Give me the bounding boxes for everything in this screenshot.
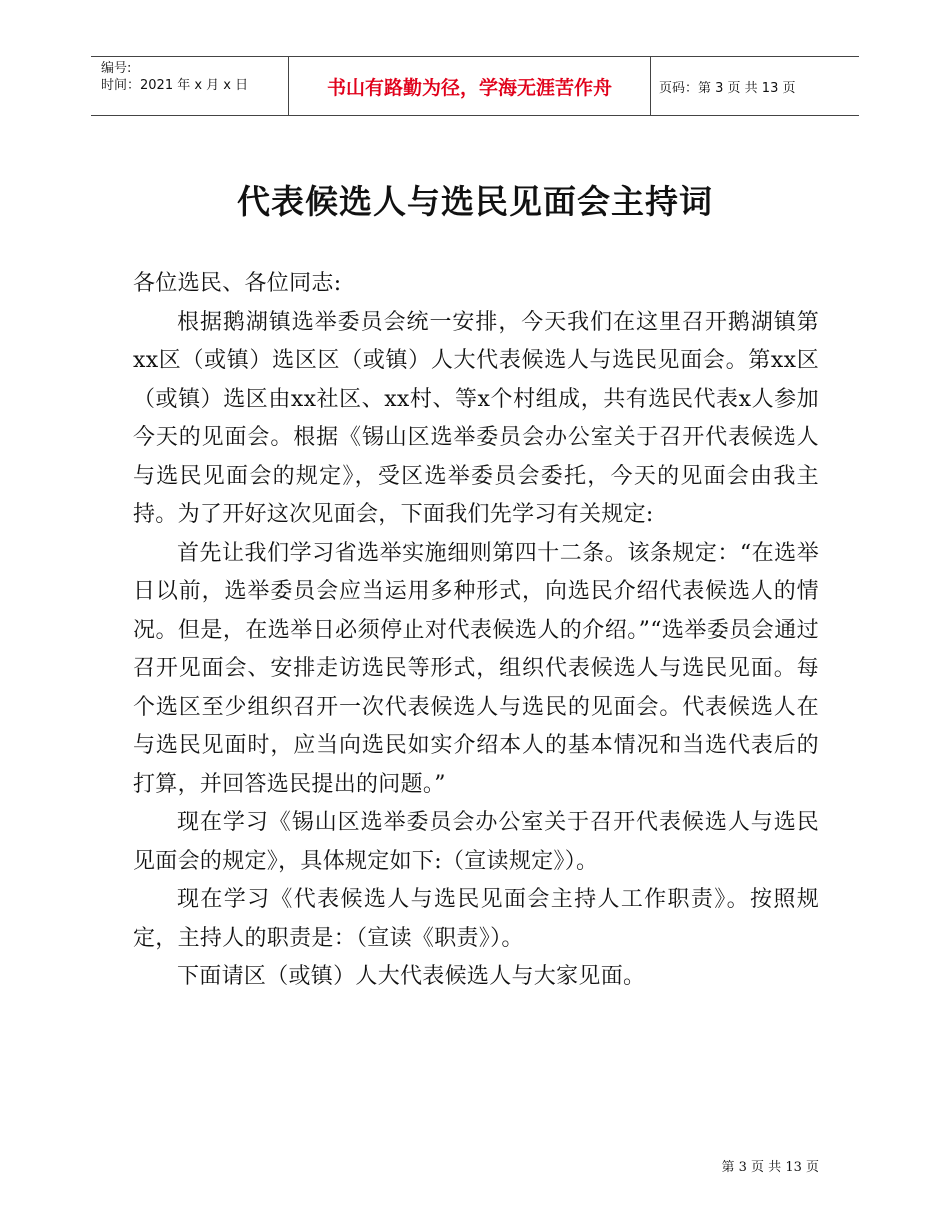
body-paragraph: 首先让我们学习省选举实施细则第四十二条。该条规定：“在选举日以前，选举委员会应当运用多种形式，向选民介绍代表候选人的情况。但是，在选举日必须停止对代表候选人的介绍。”“选举委员会通过召开见面会、安排走访选民等形式，组织代表候选人与选民见面。每个选区至少组织召开一次代表候选人与选民的见面会。代表候选人在与选民见面时，应当向选民如实介绍本人的基本情况和当选代表后的打算，并回答选民提出的问题。” <box>133 540 819 797</box>
header-meta <box>91 57 288 115</box>
header-page-info <box>651 57 859 115</box>
document-body <box>133 265 819 997</box>
body-paragraph: 现在学习《代表候选人与选民见面会主持人工作职责》。按照规定，主持人的职责是：（宣读《职责》）。 <box>133 887 819 951</box>
document-date: 时间：2021 年 x 月 x 日 <box>101 78 249 93</box>
body-paragraph: 下面请区（或镇）人大代表候选人与大家见面。 <box>177 964 646 989</box>
page-header <box>91 56 859 116</box>
document-title: 代表候选人与选民见面会主持词 <box>237 182 713 221</box>
header-page-number: 页码：第 3 页 共 13 页 <box>659 80 796 96</box>
body-paragraph: 根据鹅湖镇选举委员会统一安排，今天我们在这里召开鹅湖镇第xx区（或镇）选区区（或镇）人大代表候选人与选民见面会。第xx区（或镇）选区由xx社区、xx村、等x个村组成，共有选民代表x人参加今天的见面会。根据《锡山区选举委员会办公室关于召开代表候选人与选民见面会的规定》，受区选举委员会委托，今天的见面会由我主持。为了开好这次见面会，下面我们先学习有关规定: <box>133 309 819 527</box>
header-motto <box>288 57 651 115</box>
document-number-label: 编号: <box>101 61 132 76</box>
motto-text: 书山有路勤为径，学海无涯苦作舟 <box>326 76 612 99</box>
body-paragraph: 现在学习《锡山区选举委员会办公室关于召开代表候选人与选民见面会的规定》，具体规定如下:（宣读规定》）。 <box>133 810 819 874</box>
salutation: 各位选民、各位同志: <box>133 271 342 296</box>
page-footer: 第 3 页 共 13 页 <box>721 1160 819 1175</box>
